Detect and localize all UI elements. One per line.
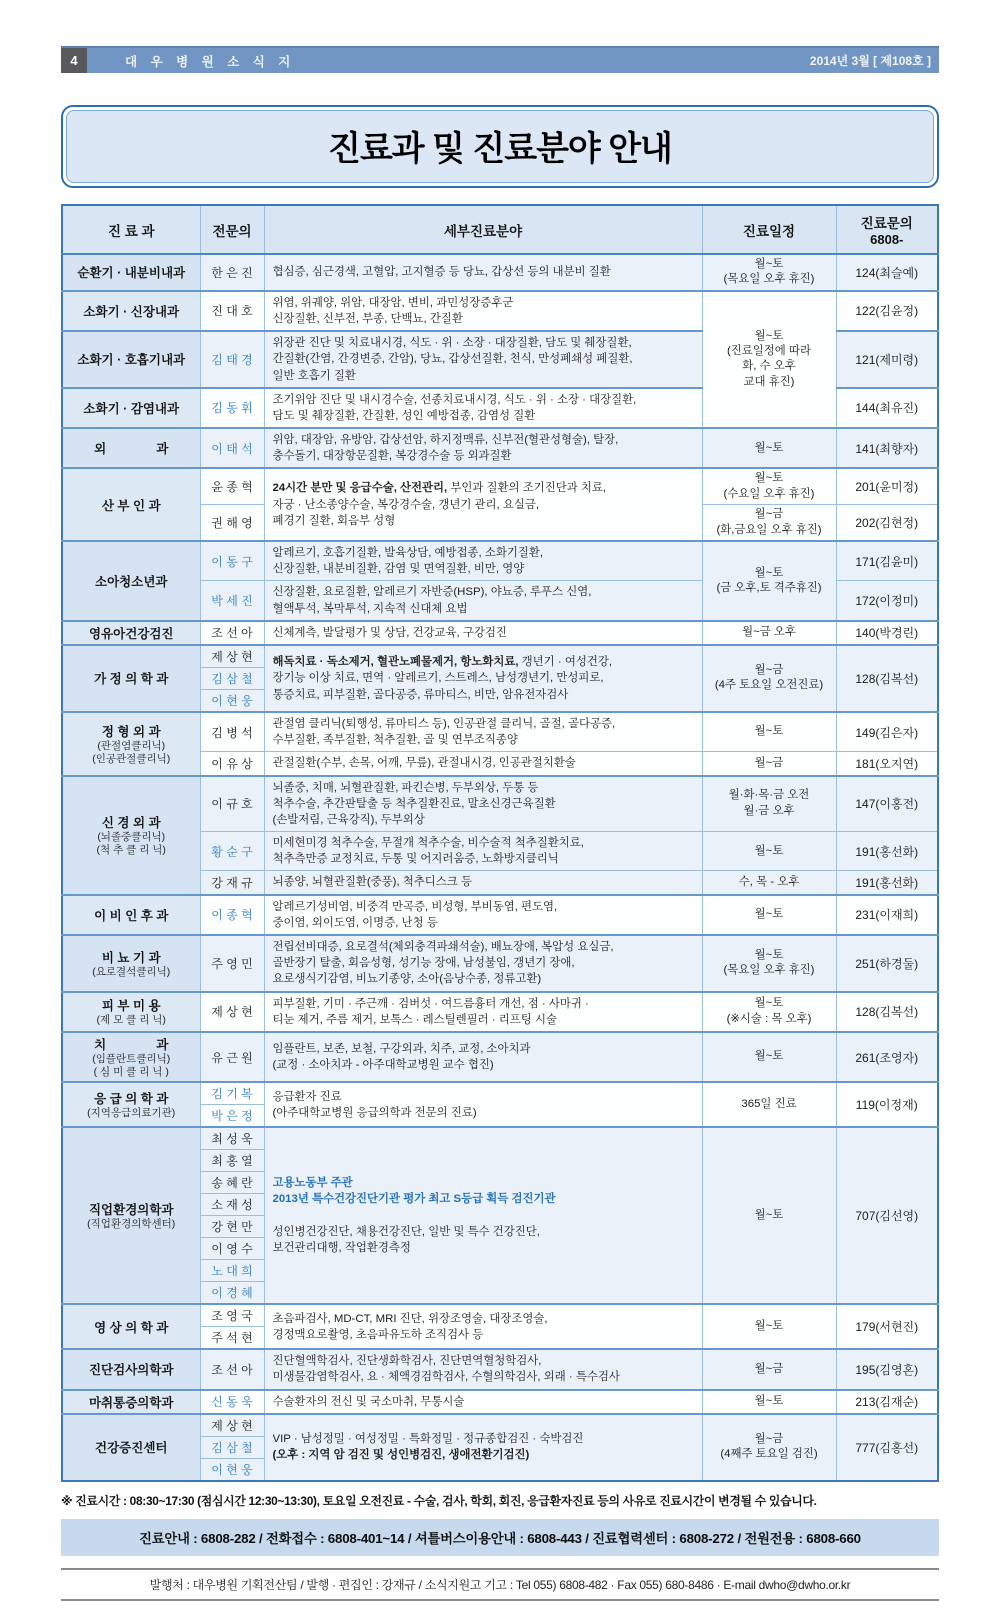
dept-name: 건강증진센터 xyxy=(95,1441,168,1456)
page-title-box xyxy=(61,105,939,188)
dept-clinic-label: (요로결석클리닉) xyxy=(92,965,171,978)
detail-line: 조기위암 진단 및 내시경수술, 선종치료내시경, 식도 · 위 · 소장 · 대장질환, xyxy=(272,393,637,406)
col-header-contact: 진료문의 6808- xyxy=(836,205,938,254)
doctor-name: 김 병 석 xyxy=(200,712,264,752)
detail-line: 폐경기 질환, 회음부 성형 xyxy=(272,514,396,527)
schedule-cell xyxy=(702,871,836,895)
detail-line xyxy=(273,1175,694,1191)
contact-cell: 213(김재순) xyxy=(836,1390,938,1414)
schedule-line: (목요일 오후 휴진) xyxy=(723,964,815,977)
schedule-line: 월~토 xyxy=(754,258,784,270)
doctor-name: 제 상 현 xyxy=(200,645,264,668)
col-header-department: 진 료 과 xyxy=(62,205,200,254)
col-header-schedule: 진료일정 xyxy=(702,205,836,254)
dept-name: 영유아건강검진 xyxy=(88,626,174,641)
doctor-name: 최 성 욱 xyxy=(200,1127,264,1150)
contact-cell: 191(홍선화) xyxy=(836,871,938,895)
contact-cell: 195(김영혼) xyxy=(836,1349,938,1389)
dept-clinic-label: (직업환경의학센터) xyxy=(87,1218,176,1231)
table-row xyxy=(62,992,938,1032)
schedule-cell xyxy=(702,1127,836,1304)
table-row xyxy=(62,1082,938,1105)
dept-clinic-label: (척 추 클 리 닉) xyxy=(96,844,166,857)
detail-line: 위장관 진단 및 치료내시경, 식도 · 위 · 소장 · 대장질환, 담도 및 췌장질환, xyxy=(272,337,632,350)
table-row xyxy=(62,1390,938,1414)
schedule-cell xyxy=(702,254,836,291)
detail-line: VIP · 남성정밀 · 여성정밀 · 특화정밀 · 정규종합검진 · 숙박검진 xyxy=(272,1433,584,1446)
schedule-line: (목요일 오후 휴진) xyxy=(723,273,815,286)
schedule-line: 월·금 오후 xyxy=(743,804,795,817)
dept-cell xyxy=(62,1390,200,1414)
detail-cell xyxy=(264,1390,702,1414)
dept-cell xyxy=(62,428,200,468)
doctor-name: 김 동 휘 xyxy=(200,388,264,428)
table-row xyxy=(62,1349,938,1389)
doctor-name: 강 현 만 xyxy=(200,1216,264,1238)
schedule-line: 월~금 xyxy=(754,664,784,677)
schedule-line: 월~토 xyxy=(754,1394,784,1407)
detail-cell xyxy=(264,895,702,935)
contact-cell: 149(김은자) xyxy=(836,712,938,752)
page-number: 4 xyxy=(61,48,87,73)
detail-cell xyxy=(264,1414,702,1481)
schedule-line: (※시술 : 목 오후) xyxy=(726,1012,812,1025)
table-row xyxy=(62,1304,938,1327)
dept-cell xyxy=(62,935,200,992)
schedule-line: (진료일정에 따라 xyxy=(727,345,811,358)
dept-name: 비 뇨 기 과 xyxy=(101,950,161,965)
dept-cell xyxy=(62,541,200,621)
dept-cell xyxy=(62,331,200,388)
dept-cell xyxy=(62,776,200,895)
schedule-line: 365일 진료 xyxy=(741,1098,797,1111)
detail-line xyxy=(273,1447,694,1463)
detail-line: 협심증, 심근경색, 고혈압, 고지혈증 등 당뇨, 갑상선 등의 내분비 질환 xyxy=(272,266,611,279)
schedule-cell xyxy=(702,712,836,752)
detail-segment: 해독치료 · 독소제거, 혈관노폐물제거, 항노화치료, xyxy=(272,656,519,669)
dept-cell xyxy=(62,1127,200,1304)
schedule-line: 월~토 xyxy=(754,908,784,921)
doctor-name: 조 선 아 xyxy=(200,1349,264,1389)
schedule-cell xyxy=(702,992,836,1032)
schedule-line: (4주 토요일 오전진료) xyxy=(714,679,824,692)
schedule-line: (화,금요일 오후 휴진) xyxy=(716,523,822,536)
detail-cell xyxy=(264,1304,702,1349)
schedule-cell xyxy=(702,895,836,935)
detail-line: 보건관리대행, 작업환경측정 xyxy=(272,1242,411,1254)
dept-cell xyxy=(62,1032,200,1082)
contact-cell: 251(하경둘) xyxy=(836,935,938,992)
schedule-cell xyxy=(702,776,836,832)
dept-name: 정 형 외 과 xyxy=(101,724,161,739)
dept-cell xyxy=(62,291,200,331)
doctor-name: 박 은 정 xyxy=(200,1105,264,1128)
detail-cell xyxy=(264,935,702,992)
detail-cell xyxy=(264,581,702,621)
detail-line: 수부질환, 족부질환, 척추질환, 골 및 연부조직종양 xyxy=(272,734,518,747)
detail-segment: 부인과 질환의 조기진단과 치료, xyxy=(447,482,607,495)
detail-line: 위암, 대장암, 유방암, 갑상선암, 하지정맥류, 신부전(혈관성형술), 탈장, xyxy=(272,434,619,447)
doctor-name: 강 재 규 xyxy=(200,871,264,895)
detail-line xyxy=(273,1191,694,1207)
dept-cell xyxy=(62,1304,200,1349)
doctor-name: 조 영 국 xyxy=(200,1304,264,1327)
detail-cell xyxy=(264,1032,702,1082)
dept-name: 직업환경의학과 xyxy=(88,1203,174,1218)
table-row xyxy=(62,621,938,645)
schedule-line: 월~토 xyxy=(754,329,784,342)
doctor-name: 윤 종 혁 xyxy=(200,468,264,504)
schedule-cell xyxy=(702,1349,836,1389)
schedule-line: 수, 목 - 오후 xyxy=(738,875,800,888)
hours-footnote: ※ 진료시간 : 08:30~17:30 (점심시간 12:30~13:30), 토요일 오전진료 - 수술, 검사, 학회, 회진, 응급환자진료 등의 사유로 진료시간이 변경될 수 있습니다. xyxy=(61,1493,817,1508)
doctor-name: 권 해 영 xyxy=(200,505,264,541)
schedule-line: 화, 수 오후 xyxy=(742,360,796,373)
detail-cell xyxy=(264,992,702,1032)
contact-cell: 191(홍선화) xyxy=(836,832,938,871)
department-table xyxy=(61,204,939,1482)
dept-clinic-label: (뇌졸중클리닉) xyxy=(97,830,166,843)
doctor-name: 노 대 희 xyxy=(200,1260,264,1282)
detail-line: 뇌졸중, 치매, 뇌혈관질환, 파킨슨병, 두부외상, 두통 등 xyxy=(272,781,539,794)
detail-line: (손발저림, 근육강직), 두부외상 xyxy=(272,813,425,826)
dept-clinic-label: (제 모 클 리 닉) xyxy=(96,1014,166,1027)
table-row xyxy=(62,468,938,504)
dept-cell xyxy=(62,1349,200,1389)
dept-table-body xyxy=(62,254,938,1481)
schedule-line: 월~토 xyxy=(754,725,784,738)
detail-cell xyxy=(264,388,702,428)
dept-clinic-label: (임플란트클리닉) xyxy=(92,1052,171,1065)
schedule-line: 월~금 xyxy=(754,508,784,521)
page-title: 진료과 및 진료분야 안내 xyxy=(328,130,672,168)
doctor-name: 이 경 혜 xyxy=(200,1282,264,1305)
table-row xyxy=(62,712,938,752)
detail-cell xyxy=(264,1127,702,1304)
table-row xyxy=(62,541,938,581)
schedule-cell xyxy=(702,832,836,871)
contact-cell: 147(이홍전) xyxy=(836,776,938,832)
dept-name: 소화기 · 감염내과 xyxy=(83,401,180,416)
detail-line: (아주대학교병원 응급의학과 전문의 진료) xyxy=(272,1106,477,1119)
contact-cell: 231(이재희) xyxy=(836,895,938,935)
schedule-line: 월~금 xyxy=(754,756,784,769)
detail-line: 미세현미경 척추수술, 무절개 척추수술, 비수술적 척추질환치료, xyxy=(272,837,584,850)
detail-cell xyxy=(264,645,702,712)
detail-cell xyxy=(264,428,702,468)
dept-cell xyxy=(62,645,200,712)
detail-cell xyxy=(264,291,702,331)
dept-cell xyxy=(62,388,200,428)
schedule-line: 월~토 xyxy=(754,566,784,579)
dept-name: 영 상 의 학 과 xyxy=(94,1320,169,1335)
schedule-line: 월~토 xyxy=(754,472,784,485)
detail-line: 전립선비대증, 요로결석(체외충격파쇄석술), 배뇨장애, 복압성 요실금, xyxy=(272,941,614,954)
contact-cell: 121(제미령) xyxy=(836,331,938,388)
table-header-row xyxy=(62,205,938,254)
schedule-line: 월~토 xyxy=(754,1050,784,1063)
table-row xyxy=(62,291,938,331)
dept-cell xyxy=(62,1414,200,1481)
doctor-name: 진 대 호 xyxy=(200,291,264,331)
dept-name: 이 비 인 후 과 xyxy=(94,908,169,923)
detail-cell xyxy=(264,621,702,645)
dept-name: 외 과 xyxy=(94,442,169,457)
dept-cell xyxy=(62,468,200,541)
doctor-name: 이 규 호 xyxy=(200,776,264,832)
schedule-line: (수요일 오후 휴진) xyxy=(723,487,815,500)
detail-line: 신체계측, 발달평가 및 상담, 건강교육, 구강검진 xyxy=(272,626,507,639)
doctor-name: 이 유 상 xyxy=(200,752,264,776)
contact-cell: 119(이정재) xyxy=(836,1082,938,1127)
doctor-name: 주 영 민 xyxy=(200,935,264,992)
schedule-line: 월~토 xyxy=(754,997,784,1010)
detail-line: 성인병건강진단, 채용건강진단, 일반 및 특수 건강진단, xyxy=(272,1225,540,1238)
schedule-cell xyxy=(702,1082,836,1127)
detail-line: 간질환(간염, 간경변증, 간암), 당뇨, 갑상선질환, 천식, 만성폐쇄성 폐질환, xyxy=(272,353,633,366)
table-row xyxy=(62,1127,938,1150)
schedule-cell xyxy=(702,505,836,541)
doctor-name: 이 종 혁 xyxy=(200,895,264,935)
detail-line: 뇌종양, 뇌혈관질환(중풍), 척추디스크 등 xyxy=(272,876,472,889)
detail-line: 경정맥요로촬영, 초음파유도하 조직검사 등 xyxy=(272,1328,484,1341)
newsletter-page xyxy=(61,0,939,1601)
schedule-cell xyxy=(702,935,836,992)
doctor-name: 박 세 진 xyxy=(200,581,264,621)
table-row xyxy=(62,645,938,668)
detail-line: 티눈 제거, 주름 제거, 보톡스 · 레스틸렌필러 · 리프팅 시술 xyxy=(272,1013,557,1026)
dept-name: 신 경 외 과 xyxy=(101,815,161,830)
table-row xyxy=(62,935,938,992)
contact-cell: 171(김윤미) xyxy=(836,541,938,581)
doctor-name: 제 상 현 xyxy=(200,992,264,1032)
schedule-line: 월·화·목·금 오전 xyxy=(728,789,810,802)
contact-cell: 777(김홍선) xyxy=(836,1414,938,1481)
detail-line: 관절질환(수부, 손목, 어깨, 무릎), 관절내시경, 인공관절치환술 xyxy=(272,757,576,770)
dept-cell xyxy=(62,895,200,935)
detail-line xyxy=(273,480,694,496)
contact-cell: 144(최유진) xyxy=(836,388,938,428)
schedule-line: (4째주 토요일 검진) xyxy=(720,1448,818,1461)
dept-cell xyxy=(62,992,200,1032)
detail-line: 담도 및 췌장질환, 간질환, 성인 예방접종, 감염성 질환 xyxy=(272,409,536,422)
detail-segment: 24시간 분만 및 응급수술, 산전관리, xyxy=(272,482,448,495)
doctor-name: 김 삼 철 xyxy=(200,667,264,689)
dept-cell xyxy=(62,1082,200,1127)
contact-cell: 122(김윤정) xyxy=(836,291,938,331)
dept-cell xyxy=(62,621,200,645)
doctor-name: 이 동 구 xyxy=(200,541,264,581)
detail-cell xyxy=(264,541,702,581)
detail-line: 자궁 · 난소종양수술, 복강경수술, 갱년기 관리, 요실금, xyxy=(272,498,540,511)
contact-cell: 201(윤미정) xyxy=(836,468,938,504)
doctor-name: 제 상 현 xyxy=(200,1414,264,1437)
detail-cell xyxy=(264,832,702,871)
doctor-name: 송 혜 란 xyxy=(200,1172,264,1194)
doctor-name: 이 태 석 xyxy=(200,428,264,468)
doctor-name: 이 현 웅 xyxy=(200,689,264,712)
detail-line: 응급환자 진료 xyxy=(272,1090,342,1103)
dept-name: 소화기 · 호흡기내과 xyxy=(77,353,186,368)
contact-cell: 179(서현진) xyxy=(836,1304,938,1349)
table-row xyxy=(62,776,938,832)
detail-line: 골반장기 탈출, 회음성형, 성기능 장애, 남성불임, 갱년기 장애, xyxy=(272,957,575,970)
dept-name: 소아청소년과 xyxy=(95,574,168,589)
schedule-cell xyxy=(702,428,836,468)
schedule-line: 월~금 xyxy=(754,1362,784,1375)
doctor-name: 조 선 아 xyxy=(200,621,264,645)
page-header-band xyxy=(61,46,939,73)
detail-segment: 갱년기 · 여성건강, xyxy=(518,656,612,669)
schedule-cell xyxy=(702,621,836,645)
issue-label: 2014년 3월 [ 제108호 ] xyxy=(809,54,931,68)
detail-cell xyxy=(264,331,702,388)
dept-cell xyxy=(62,712,200,776)
detail-cell xyxy=(264,776,702,832)
contact-cell: 181(오지연) xyxy=(836,752,938,776)
detail-cell xyxy=(264,1349,702,1389)
contact-cell: 172(이정미) xyxy=(836,581,938,621)
detail-line: 피부질환, 기미 · 주근깨 · 검버섯 · 여드름흉터 개선, 점 · 사마귀 · xyxy=(272,997,589,1010)
contact-cell: 202(김현정) xyxy=(836,505,938,541)
detail-segment: (오후 : 지역 암 검진 및 성인병검진, 생애전환기검진) xyxy=(272,1449,530,1462)
table-row xyxy=(62,895,938,935)
detail-segment: 2013년 특수건강진단기관 평가 최고 S등급 획득 검진기관 xyxy=(272,1193,556,1206)
detail-line: 신장질환, 요로질환, 알레르기 자반증(HSP), 야뇨증, 루푸스 신염, xyxy=(272,586,592,599)
doctor-name: 최 홍 열 xyxy=(200,1150,264,1172)
detail-line: 미생물감염학검사, 요 · 체액경검학검사, 수혈의학검사, 외래 · 특수검사 xyxy=(272,1371,620,1384)
detail-cell xyxy=(264,1082,702,1127)
dept-name: 피 부 미 용 xyxy=(101,999,161,1014)
contact-cell: 261(조영자) xyxy=(836,1032,938,1082)
dept-name: 마취통증의학과 xyxy=(88,1395,174,1410)
doctor-name: 소 재 성 xyxy=(200,1194,264,1216)
schedule-cell xyxy=(702,1390,836,1414)
dept-name: 순환기 · 내분비내과 xyxy=(77,266,186,281)
doctor-name: 이 현 웅 xyxy=(200,1458,264,1481)
schedule-line: 월~토 xyxy=(754,948,784,961)
doctor-name: 이 영 수 xyxy=(200,1238,264,1260)
table-row xyxy=(62,254,938,291)
detail-line: 통증치료, 피부질환, 골다공증, 류마티스, 비만, 암유전자검사 xyxy=(272,688,569,701)
detail-line: 혈액투석, 복막투석, 지속적 신대체 요법 xyxy=(272,602,468,615)
detail-line: 관절염 클리닉(퇴행성, 류마티스 등), 인공관절 클리닉, 골절, 골다공증, xyxy=(272,717,616,730)
schedule-cell xyxy=(702,645,836,712)
dept-clinic-label: ( 심 미 클 리 닉 ) xyxy=(93,1066,169,1079)
contact-cell: 707(김선영) xyxy=(836,1127,938,1304)
dept-name: 응 급 의 학 과 xyxy=(94,1092,169,1107)
doctor-name: 신 동 욱 xyxy=(200,1390,264,1414)
schedule-line: 월~금 xyxy=(754,1432,784,1445)
schedule-cell xyxy=(702,752,836,776)
contact-cell: 140(박경린) xyxy=(836,621,938,645)
doctor-name: 한 은 진 xyxy=(200,254,264,291)
publisher-info: 발행처 : 대우병원 기획전산팀 / 발행 · 편집인 : 강재규 / 소식지원고 기고 : Tel 055) 6808-482 · Fax 055) 680-8486 · E-mail dwho@dwho.or.kr xyxy=(61,1568,939,1601)
detail-cell xyxy=(264,752,702,776)
doctor-name: 황 순 구 xyxy=(200,832,264,871)
contact-cell: 124(최슬예) xyxy=(836,254,938,291)
dept-clinic-label: (관절염클리닉) xyxy=(97,739,166,752)
dept-clinic-label: (지역응급의료기관) xyxy=(87,1107,176,1120)
table-row xyxy=(62,428,938,468)
schedule-line: (금 오후,토 격주휴진) xyxy=(716,581,822,594)
detail-cell xyxy=(264,712,702,752)
schedule-cell xyxy=(702,1414,836,1481)
doctor-name: 김 태 경 xyxy=(200,331,264,388)
schedule-line: 월~토 xyxy=(754,1209,784,1222)
schedule-line: 월~금 오후 xyxy=(742,626,796,639)
dept-name: 치 과 xyxy=(94,1037,169,1052)
doctor-name: 유 근 원 xyxy=(200,1032,264,1082)
detail-line: 위염, 위궤양, 위암, 대장암, 변비, 과민성장증후군 xyxy=(272,296,514,309)
dept-name: 가 정 의 학 과 xyxy=(94,672,169,687)
schedule-cell xyxy=(702,468,836,504)
schedule-cell xyxy=(702,541,836,621)
newsletter-title: 대 우 병 원 소 식 지 xyxy=(125,54,296,69)
schedule-line: 교대 휴진) xyxy=(743,375,795,388)
detail-line: 요로생식기감염, 비뇨기종양, 소아(음낭수종, 정류고환) xyxy=(272,973,542,986)
detail-line: 진단혈액학검사, 진단생화학검사, 진단면역혈청학검사, xyxy=(272,1355,542,1368)
detail-line: 수술환자의 전신 및 국소마취, 무통시술 xyxy=(272,1395,465,1408)
detail-line: 중이염, 외이도염, 이명증, 난청 등 xyxy=(272,916,438,929)
dept-cell xyxy=(62,254,200,291)
detail-line: 신장질환, 신부전, 부종, 단백뇨, 간질환 xyxy=(272,312,463,325)
schedule-cell xyxy=(702,1304,836,1349)
detail-segment: 고용노동부 주관 xyxy=(272,1177,353,1190)
table-row xyxy=(62,1414,938,1437)
detail-line: 신장질환, 내분비질환, 감염 및 면역질환, 비만, 영양 xyxy=(272,563,525,576)
doctor-name: 김 기 복 xyxy=(200,1082,264,1105)
detail-line xyxy=(273,1208,694,1224)
col-header-detail: 세부진료분야 xyxy=(264,205,702,254)
schedule-line: 월~토 xyxy=(754,844,784,857)
detail-line: 일반 호흡기 질환 xyxy=(272,369,356,382)
contact-info-bar: 진료안내 : 6808-282 / 전화접수 : 6808-401~14 / 셔틀버스이용안내 : 6808-443 / 진료협력센터 : 6808-272 / 전원전용 : 6808-660 xyxy=(61,1519,939,1556)
detail-line: 알레르기, 호흡기질환, 발육상담, 예방접종, 소화기질환, xyxy=(272,547,544,560)
detail-line: 알레르기성비염, 비중격 만곡증, 비성형, 부비동염, 편도염, xyxy=(272,900,558,913)
detail-line: 척추측만증 교정치료, 두통 및 어지러움증, 노화방지클리닉 xyxy=(272,853,559,866)
schedule-line: 월~토 xyxy=(754,441,784,454)
contact-cell: 128(김복선) xyxy=(836,992,938,1032)
detail-line: 장기능 이상 치료, 면역 · 알레르기, 스트레스, 남성갱년기, 만성피로, xyxy=(272,672,604,685)
schedule-line: 월~토 xyxy=(754,1320,784,1333)
schedule-cell xyxy=(702,291,836,428)
col-header-doctor: 전문의 xyxy=(200,205,264,254)
detail-line: 척추수술, 추간판탈출 등 척추질환진료, 말초신경근육질환 xyxy=(272,797,556,810)
contact-cell: 141(최향자) xyxy=(836,428,938,468)
doctor-name: 주 석 현 xyxy=(200,1327,264,1350)
detail-line: 충수돌기, 대장항문질환, 복강경수술 등 외과질환 xyxy=(272,450,512,463)
detail-line: 초음파검사, MD-CT, MRI 진단, 위장조영술, 대장조영술, xyxy=(272,1312,548,1325)
contact-cell: 128(김복선) xyxy=(836,645,938,712)
dept-clinic-label: (인공관절클리닉) xyxy=(92,752,171,765)
dept-name: 소화기 · 신장내과 xyxy=(83,304,180,319)
detail-line xyxy=(273,654,694,670)
dept-name: 산 부 인 과 xyxy=(101,498,161,513)
dept-name: 진단검사의학과 xyxy=(88,1363,174,1378)
table-row xyxy=(62,1032,938,1082)
schedule-cell xyxy=(702,1032,836,1082)
detail-cell xyxy=(264,254,702,291)
detail-line: (교정 · 소아치과 - 아주대학교병원 교수 협진) xyxy=(272,1059,494,1072)
detail-line: 임플란트, 보존, 보철, 구강외과, 치주, 교정, 소아치과 xyxy=(272,1042,531,1055)
detail-cell xyxy=(264,871,702,895)
doctor-name: 김 삼 철 xyxy=(200,1436,264,1458)
detail-cell xyxy=(264,468,702,541)
